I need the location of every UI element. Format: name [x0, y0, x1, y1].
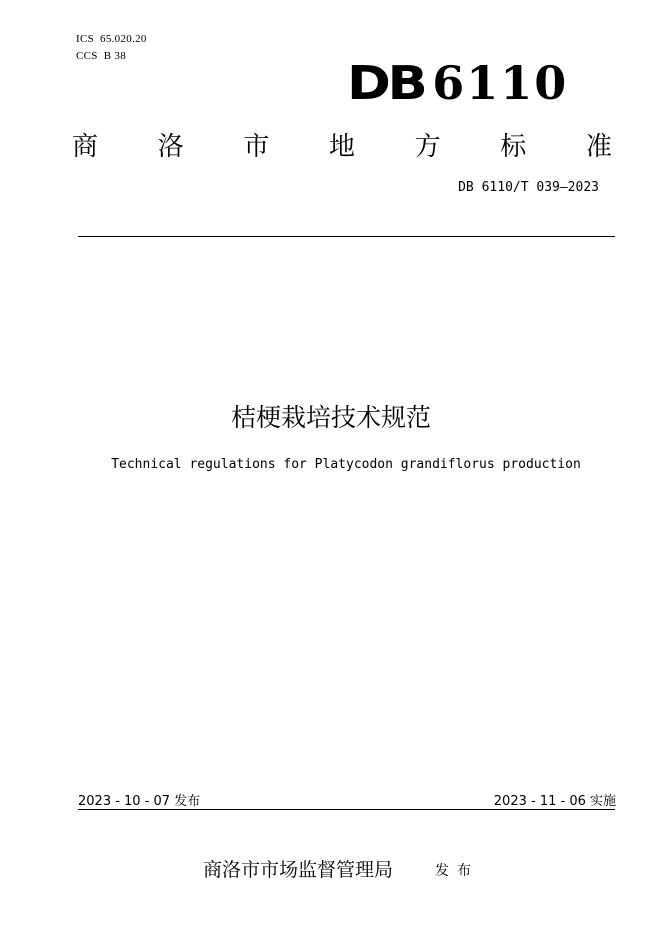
db-logo-mark: DB [347, 56, 425, 110]
implementation-date: 2023 - 11 - 06 实施 [493, 794, 616, 809]
ccs-label: CCS [76, 50, 98, 62]
standard-type-title [72, 126, 612, 163]
issuing-authority: 商洛市市场监督管理局 [203, 859, 394, 881]
issue-date: 2023 - 10 - 07 发布 [78, 794, 201, 809]
standard-type-char: 商 [72, 132, 99, 162]
db-logo-code: 6110 [432, 56, 569, 110]
standard-type-char: 市 [243, 132, 270, 162]
footer-divider [78, 809, 615, 810]
document-title-english: Technical regulations for Platycodon grandiflorus production [111, 457, 581, 472]
document-title-chinese: 桔梗栽培技术规范 [230, 403, 431, 432]
standard-type-char: 洛 [157, 132, 184, 162]
ics-code: 65.020.20 [100, 33, 147, 45]
publish-label: 发布 [435, 863, 479, 879]
standard-type-char: 地 [328, 132, 355, 162]
header-divider [78, 236, 615, 237]
standard-type-char: 标 [500, 132, 527, 162]
ics-classification [76, 33, 147, 45]
standard-type-char: 准 [585, 132, 612, 162]
ccs-code: B 38 [103, 50, 126, 62]
ics-label: ICS [76, 33, 95, 45]
db-logo [347, 58, 568, 108]
standard-type-char: 方 [414, 132, 441, 162]
ccs-classification [76, 50, 126, 62]
standard-number: DB 6110/T 039—2023 [458, 180, 599, 195]
